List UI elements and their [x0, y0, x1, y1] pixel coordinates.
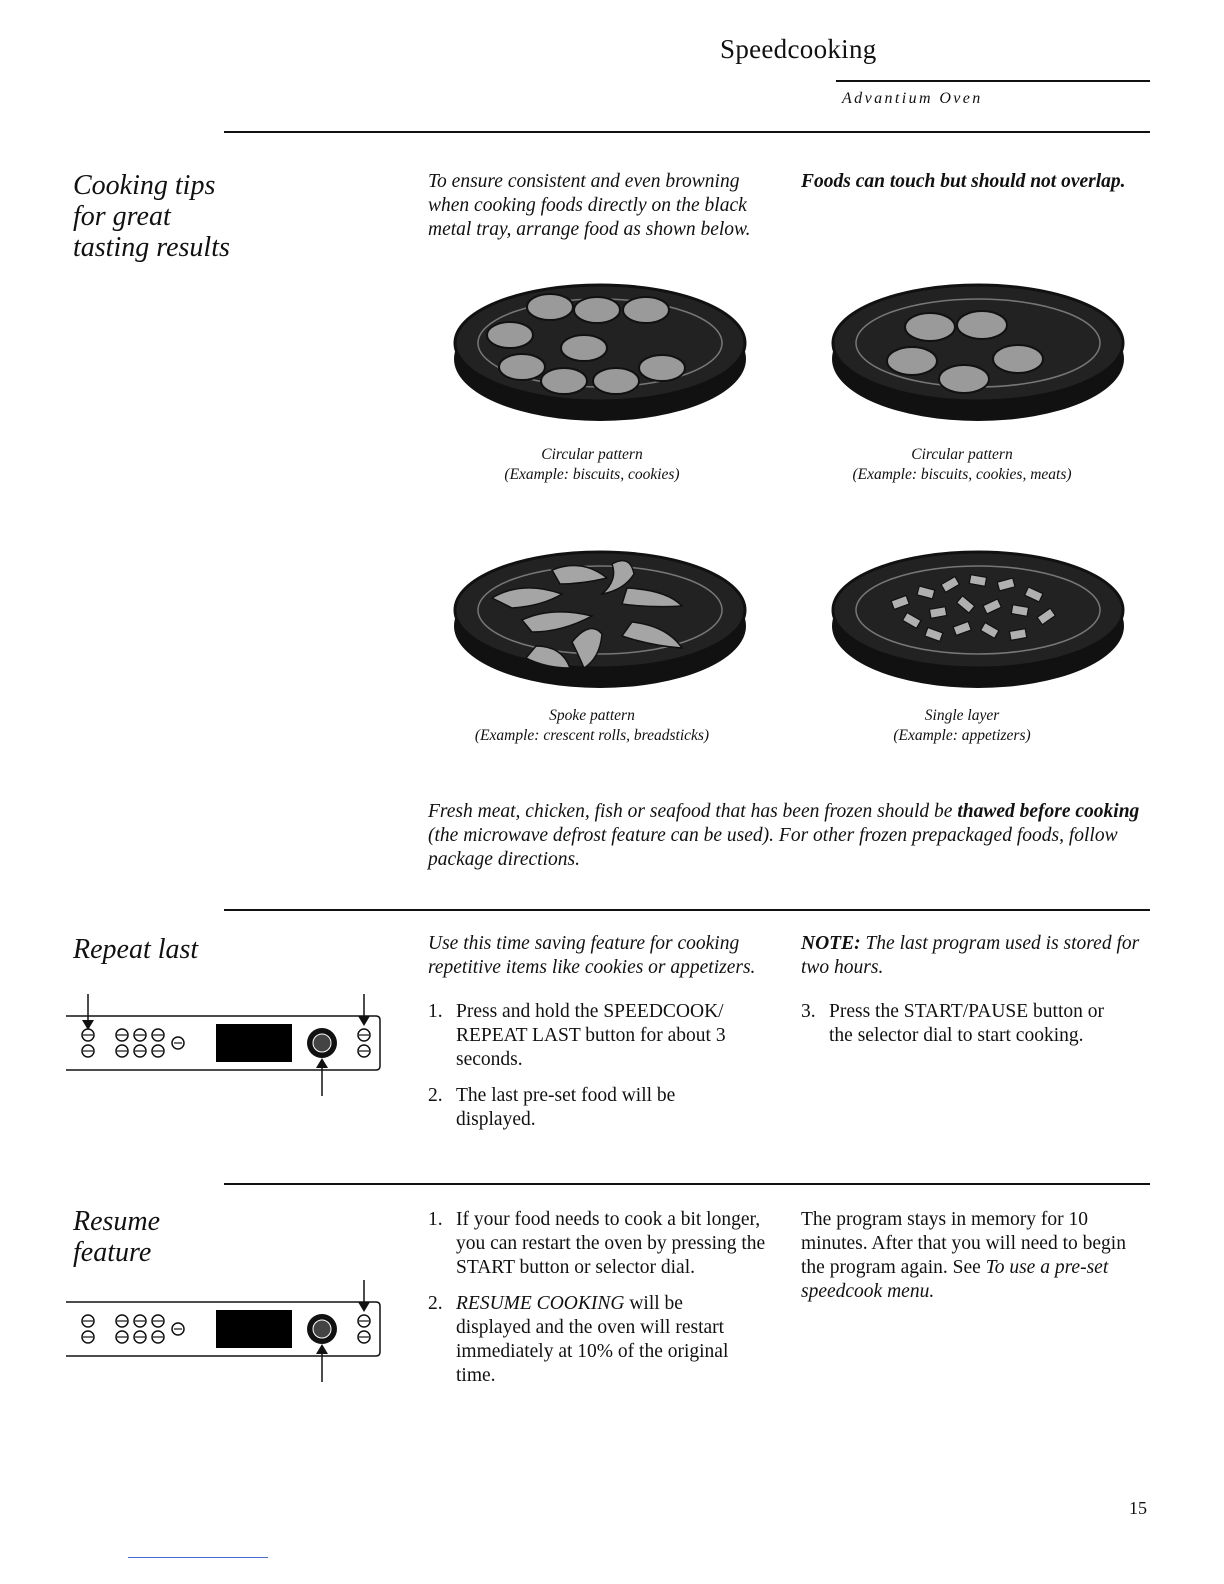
- section-divider-resume: [224, 1183, 1150, 1185]
- frozen-note-text: Fresh meat, chicken, fish or seafood that has been frozen should be: [428, 801, 958, 822]
- resume-memory-note: [801, 1208, 1151, 1304]
- list-item: [428, 1208, 788, 1280]
- repeat-last-heading: Repeat last: [73, 934, 199, 965]
- caption-example: (Example: biscuits, cookies): [504, 466, 680, 483]
- tray-circular-meats-figure: [830, 283, 1126, 423]
- section-divider-repeat: [224, 909, 1150, 911]
- figure-caption-3: [432, 706, 752, 746]
- caption-label: Single layer: [924, 707, 1000, 724]
- heading-line: feature: [73, 1237, 152, 1268]
- figure-caption-2: [802, 445, 1122, 485]
- heading-line: tasting results: [73, 232, 230, 263]
- memory-note-reference: To use a pre-set speedcook menu.: [801, 1257, 1109, 1302]
- step-number: 1.: [428, 1001, 443, 1022]
- tips-intro: To ensure consistent and even browning when cooking foods directly on the black metal tray, arrange food as shown below.: [428, 171, 751, 240]
- note-text: The last program used is stored for two hours.: [801, 933, 1140, 978]
- tray-spoke-pattern-figure: [452, 550, 748, 690]
- tips-touch-note: Foods can touch but should not overlap.: [801, 171, 1126, 192]
- section-divider-top: [224, 131, 1150, 133]
- resume-cooking-display-text: RESUME COOKING: [456, 1293, 625, 1314]
- step-number: 1.: [428, 1209, 443, 1230]
- step-number: 2.: [428, 1085, 443, 1106]
- list-item: [428, 1292, 746, 1388]
- step-text: Press and hold the SPEEDCOOK/ REPEAT LAST button for about 3 seconds.: [456, 1001, 726, 1070]
- caption-label: Spoke pattern: [549, 707, 635, 724]
- step-text: Press the START/PAUSE button or the selector dial to start cooking.: [829, 1001, 1104, 1046]
- figure-caption-1: [432, 445, 752, 485]
- step-number: 2.: [428, 1293, 443, 1314]
- step-text: The last pre-set food will be displayed.: [456, 1085, 676, 1130]
- page-header-title: Speedcooking: [720, 34, 877, 64]
- page-number: 15: [1129, 1498, 1147, 1518]
- resume-steps-list: [428, 1208, 788, 1400]
- control-panel-repeat-diagram: [66, 994, 382, 1098]
- frozen-food-note: [428, 800, 1148, 872]
- repeat-note: [801, 932, 1151, 980]
- step-number: 3.: [801, 1001, 816, 1022]
- repeat-steps-list-continued: [801, 1000, 1121, 1060]
- frozen-note-emphasis: thawed before cooking: [957, 801, 1140, 822]
- control-panel-resume-diagram: [66, 1280, 382, 1384]
- caption-label: Circular pattern: [541, 446, 643, 463]
- note-label: NOTE:: [801, 933, 861, 954]
- resume-feature-heading: [73, 1206, 160, 1268]
- cooking-tips-heading: [73, 170, 230, 263]
- footer-link-line: [128, 1557, 268, 1558]
- repeat-steps-list: [428, 1000, 788, 1144]
- caption-example: (Example: appetizers): [893, 727, 1031, 744]
- memory-note-text: The program stays in memory for 10 minutes. After that you will need to begin the program again. See: [801, 1209, 1126, 1278]
- header-divider: [836, 80, 1150, 82]
- repeat-intro: Use this time saving feature for cooking repetitive items like cookies or appetizers.: [428, 933, 756, 978]
- heading-line: Cooking tips: [73, 170, 216, 201]
- frozen-note-text-rest: (the microwave defrost feature can be used). For other frozen prepackaged foods, follow package directions.: [428, 825, 1118, 870]
- heading-line: Resume: [73, 1206, 161, 1237]
- list-item: [801, 1000, 1121, 1048]
- figure-caption-4: [802, 706, 1122, 746]
- heading-line: for great: [73, 201, 171, 232]
- step-text: will be displayed and the oven will restart immediately at 10% of the original time.: [456, 1293, 729, 1386]
- list-item: [428, 1084, 736, 1132]
- tray-circular-cookies-figure: [452, 283, 748, 423]
- caption-example: (Example: biscuits, cookies, meats): [852, 466, 1072, 483]
- caption-label: Circular pattern: [911, 446, 1013, 463]
- step-text: If your food needs to cook a bit longer, you can restart the oven by pressing the START button or selector dial.: [456, 1209, 766, 1278]
- list-item: [428, 1000, 788, 1072]
- tray-single-layer-figure: [830, 550, 1126, 690]
- caption-example: (Example: crescent rolls, breadsticks): [474, 727, 710, 744]
- page-header-subtitle: Advantium Oven: [842, 90, 983, 107]
